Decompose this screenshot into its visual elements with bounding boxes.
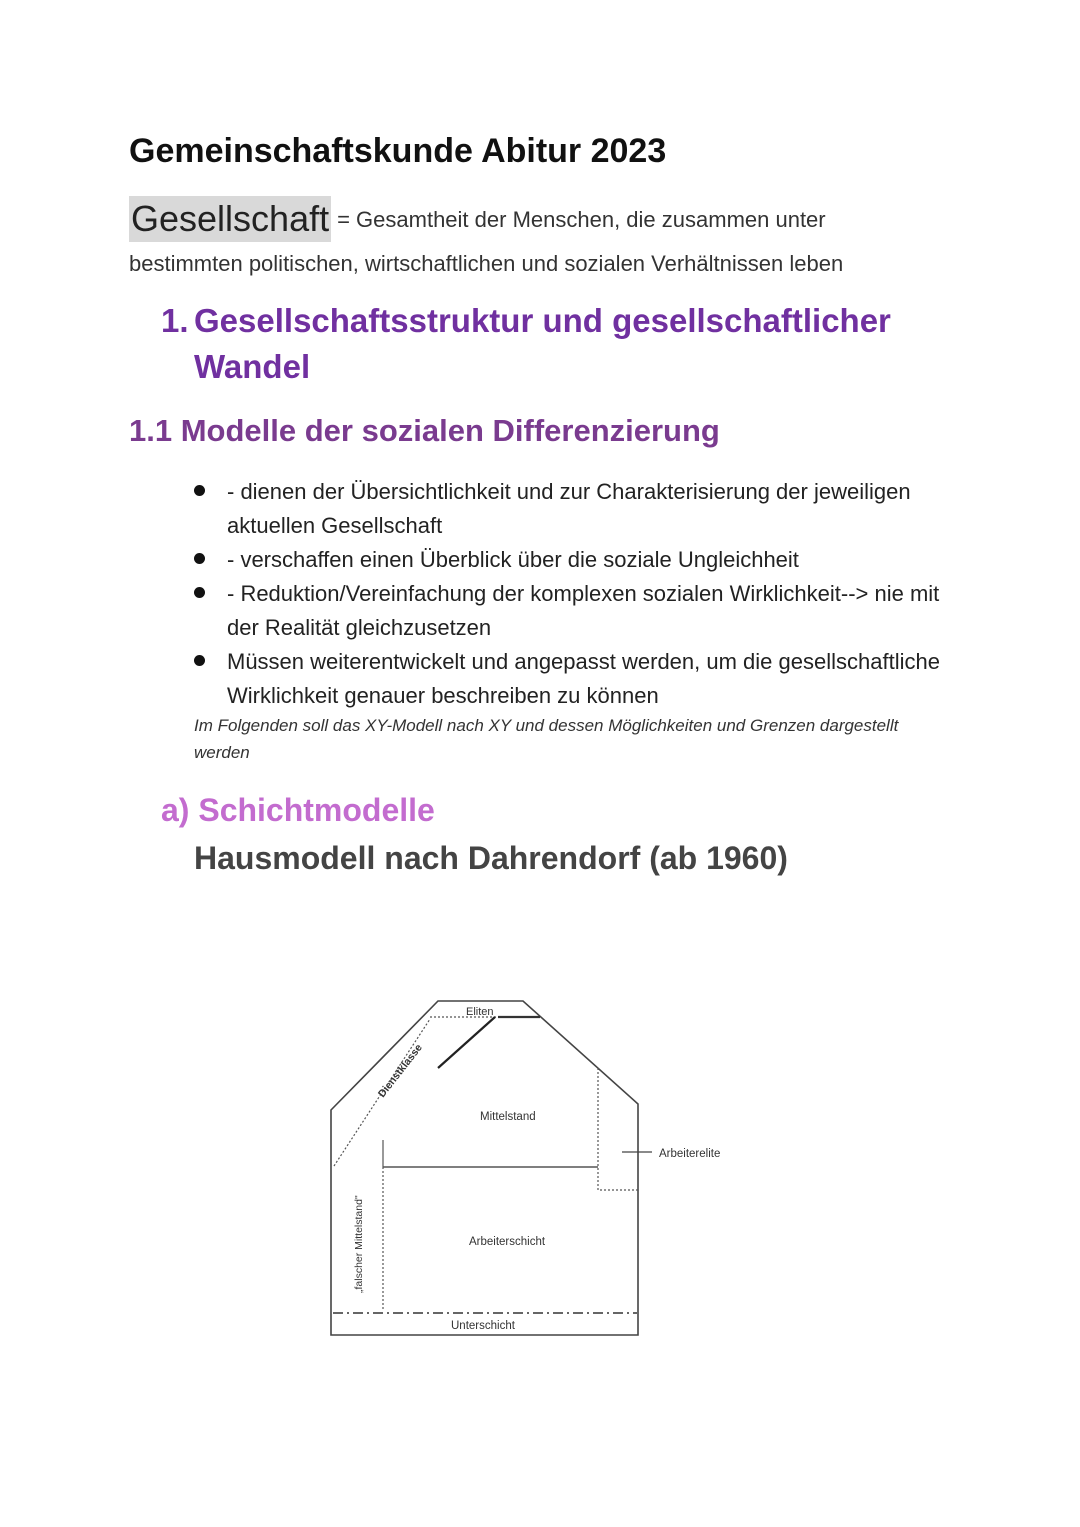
label-arbeiterschicht: Arbeiterschicht: [469, 1236, 546, 1248]
label-mittelstand: Mittelstand: [480, 1111, 536, 1123]
section-heading-1-1: 1.1 Modelle der sozialen Differenzierung: [129, 413, 720, 448]
label-arbeiterelite: Arbeiterelite: [659, 1148, 721, 1160]
section-title-line2: Wandel: [194, 348, 311, 385]
list-item: - dienen der Übersichtlichkeit und zur Charakterisierung der jeweiligen aktuellen Gesellschaft: [190, 475, 960, 543]
highlighted-term: Gesellschaft: [129, 196, 331, 242]
definition-text: = Gesamtheit der Menschen, die zusammen unter: [337, 207, 826, 232]
section-number: 1.: [161, 302, 189, 339]
page-title: Gemeinschaftskunde Abitur 2023: [129, 132, 667, 170]
definition-continuation: bestimmten politischen, wirtschaftlichen und sozialen Verhältnissen leben: [129, 251, 844, 276]
model-title: Hausmodell nach Dahrendorf (ab 1960): [194, 840, 788, 876]
section-title-line1: Gesellschaftsstruktur und gesellschaftlicher: [194, 302, 891, 339]
subsection-heading: a) Schichtmodelle: [161, 792, 435, 828]
label-unterschicht: Unterschicht: [451, 1320, 515, 1332]
italic-note: Im Folgenden soll das XY-Modell nach XY und dessen Möglichkeiten und Grenzen dargestellt werden: [194, 716, 899, 762]
dienstklasse-edge: [438, 1017, 495, 1068]
label-eliten: Eliten: [466, 1006, 494, 1018]
house-outline: [331, 1001, 638, 1335]
list-item: - Reduktion/Vereinfachung der komplexen sozialen Wirklichkeit--> nie mit der Realität gleichzusetzen: [190, 577, 960, 645]
label-dienstklasse: Dienstklasse: [375, 1041, 425, 1100]
list-item: Müssen weiterentwickelt und angepasst werden, um die gesellschaftliche Wirklichkeit genauer beschreiben zu können: [190, 645, 960, 713]
label-falscher-mittelstand: „falscher Mittelstand": [353, 1195, 365, 1293]
list-item: - verschaffen einen Überblick über die soziale Ungleichheit: [190, 543, 960, 577]
